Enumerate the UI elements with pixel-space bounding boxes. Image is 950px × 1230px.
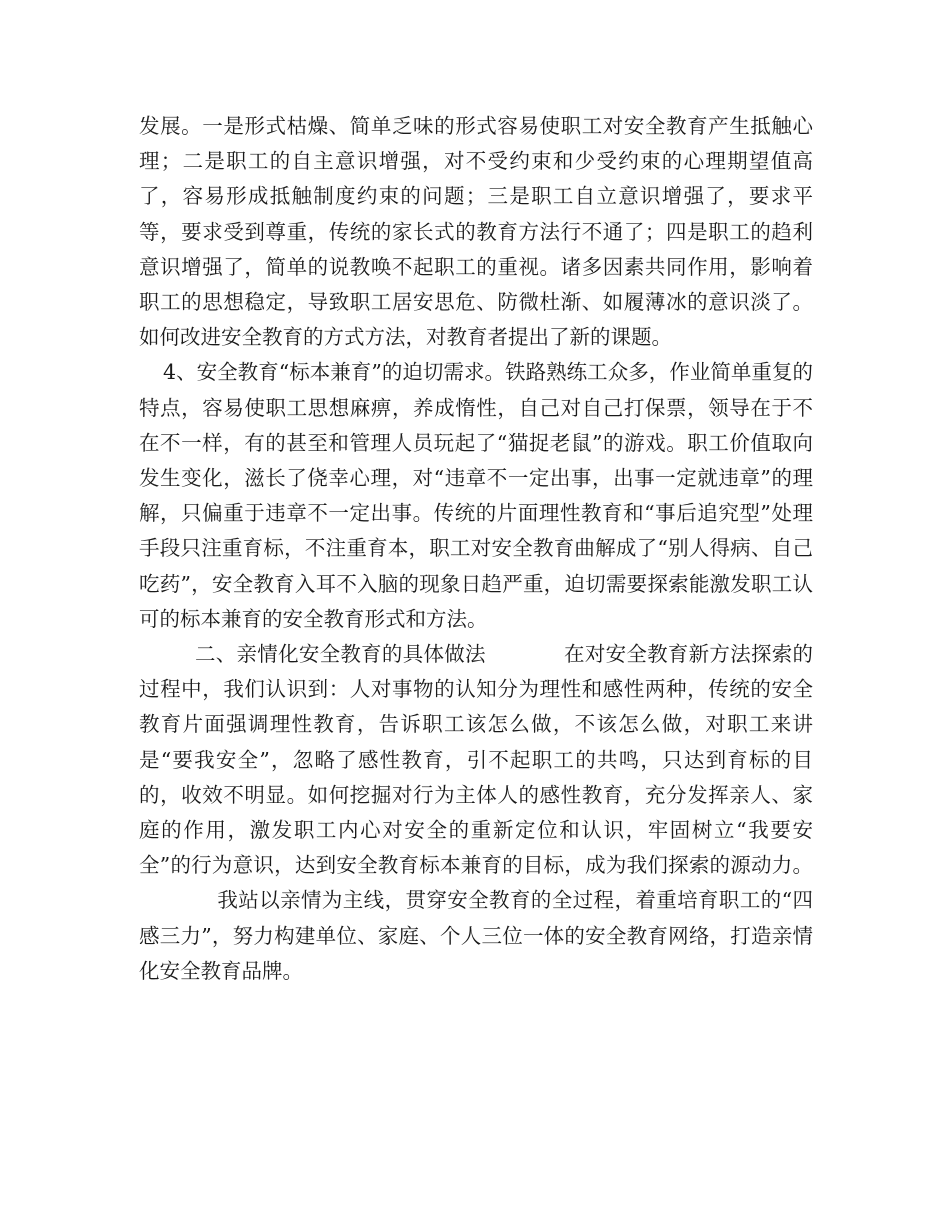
paragraph-3 [139,637,813,989]
document-body [139,109,813,989]
section-heading: 二、亲情化安全教育的具体做法 [195,642,486,667]
paragraph-1: 发展。一是形式枯燥、简单乏味的形式容易使职工对安全教育产生抵触心理；二是职工的自主意识增强，对不受约束和少受约束的心理期望值高了，容易形成抵触制度约束的问题；三是职工自立意识增强了，要求平等，要求受到尊重，传统的家长式的教育方法行不通了；四是职工的趋利意识增强了，简单的说教唤不起职工的重视。诸多因素共同作用，影响着职工的思想稳定，导致职工居安思危、防微杜渐、如履薄冰的意识淡了。如何改进安全教育的方式方法，对教育者提出了新的课题。 [139,114,813,350]
paragraph-3-body: 在对安全教育新方法探索的过程中，我们认识到：人对事物的认知分为理性和感性两种，传统的安全教育片面强调理性教育，告诉职工该怎么做，不该怎么做，对职工来讲是“要我安全”，忽略了感性教育，引不起职工的共鸣，只达到育标的目的，收效不明显。如何挖掘对行为主体人的感性教育，充分发挥亲人、家庭的作用，激发职工内心对安全的重新定位和认识，牢固树立“我要安全”的行为意识，达到安全教育标本兼育的目标，成为我们探索的源动力。 [139,642,814,878]
paragraph-3-tail: 我站以亲情为主线，贯穿安全教育的全过程，着重培育职工的“四感三力”，努力构建单位、家庭、个人三位一体的安全教育网络，打造亲情化安全教育品牌。 [139,888,813,983]
paragraph-2: 4、安全教育“标本兼育”的迫切需求。铁路熟练工众多，作业简单重复的特点，容易使职工思想麻痹，养成惰性，自己对自己打保票，领导在于不在不一样，有的甚至和管理人员玩起了“猫捉老鼠”的游戏。职工价值取向发生变化，滋长了侥幸心理，对“违章不一定出事，出事一定就违章”的理解，只偏重于违章不一定出事。传统的片面理性教育和“事后追究型”处理手段只注重育标，不注重育本，职工对安全教育曲解成了“别人得病、自己吃药”，安全教育入耳不入脑的现象日趋严重，迫切需要探索能激发职工认可的标本兼育的安全教育形式和方法。 [139,360,813,631]
